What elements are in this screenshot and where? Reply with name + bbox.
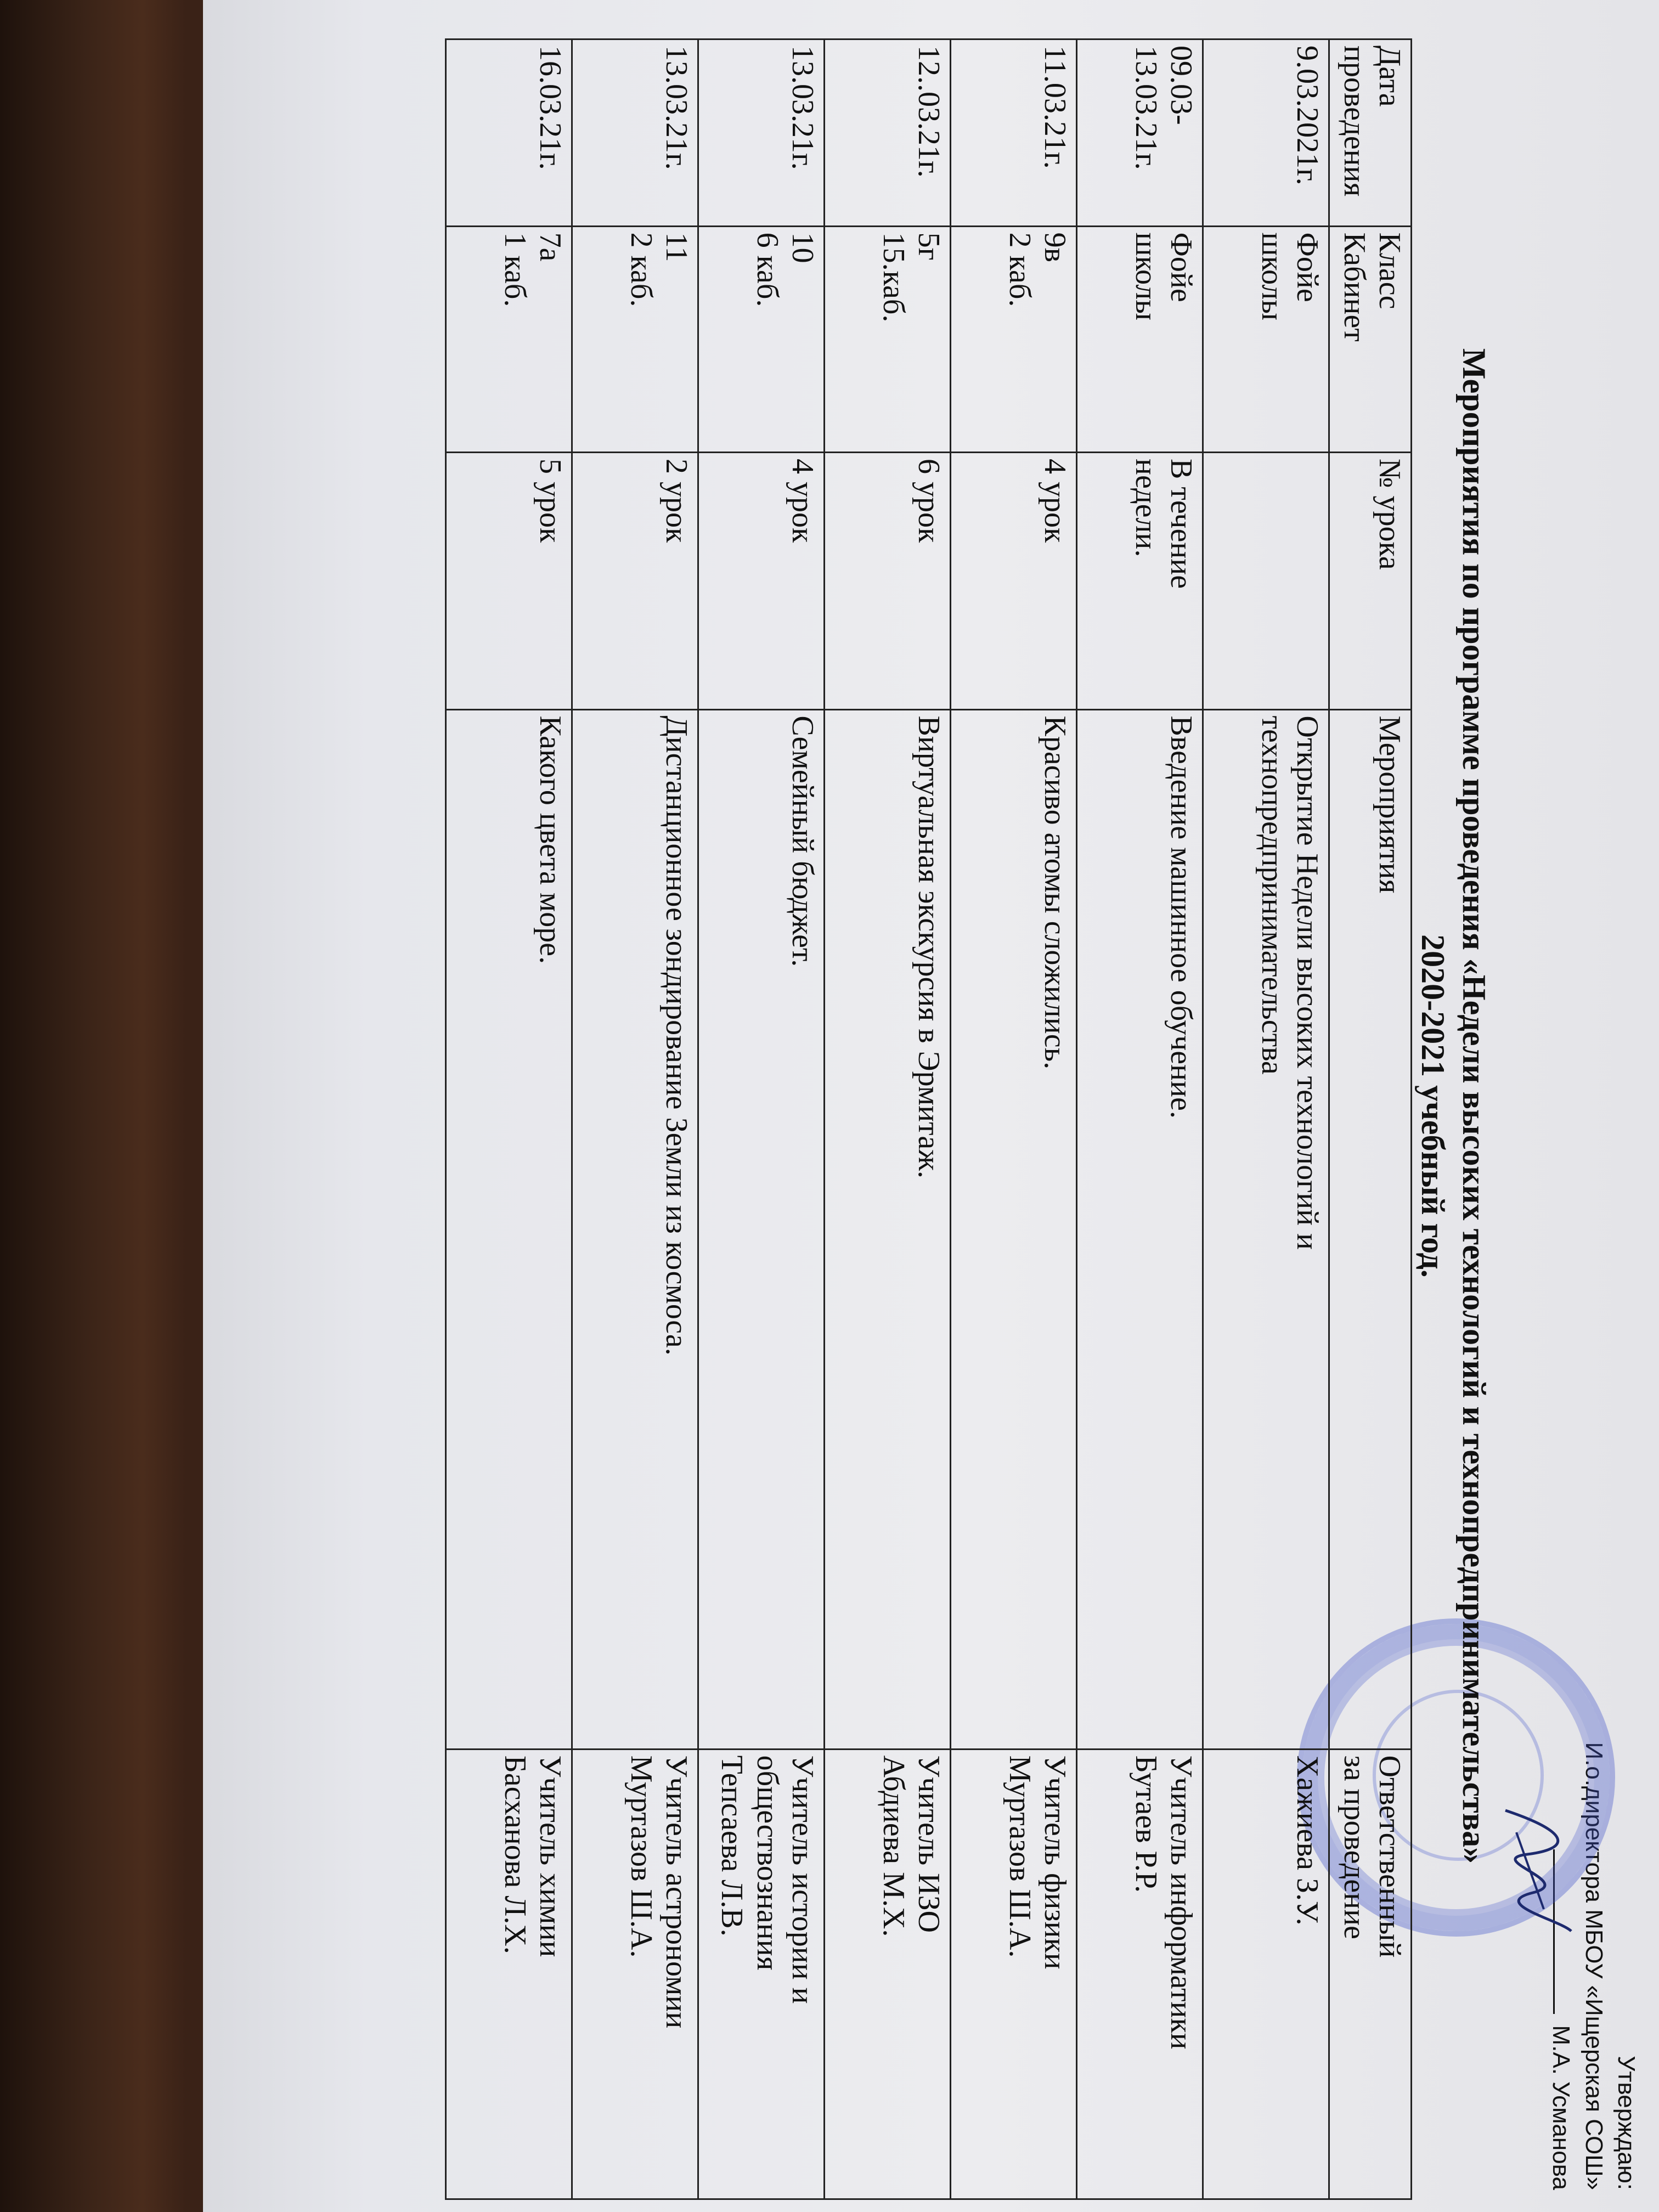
cell-date: 9.03.2021г. (1203, 40, 1329, 227)
signature-icon (1483, 1799, 1593, 1942)
header-lesson: № урока (1329, 453, 1412, 710)
cell-event: Открытие Недели высоких технологий и технопредпринимательства (1203, 709, 1329, 1749)
cell-class: 11 2 каб. (572, 226, 698, 452)
table-row (572, 40, 698, 2199)
cell-responsible: Учитель информатики Бутаев Р.Р. (1077, 1749, 1203, 2199)
cell-responsible: Учитель химии Басханова Л.Х. (446, 1749, 572, 2199)
cell-class: Фойе школы (1203, 226, 1329, 452)
cell-lesson: 4 урок (698, 453, 825, 710)
cell-event: Какого цвета море. (446, 709, 572, 1749)
table-row (951, 40, 1077, 2199)
approval-position: И.о.директора МБОУ «Ищерская СОШ» (1580, 1742, 1607, 2190)
document-page (203, 0, 1659, 2212)
cell-lesson (1203, 453, 1329, 710)
title-line-1: Мероприятия по программе проведения «Недели высоких технологий и технопредпринимательства» (1456, 348, 1492, 1864)
cell-event: Красиво атомы сложились. (951, 709, 1077, 1749)
cell-event: Введение машинное обучение. (1077, 709, 1203, 1749)
cell-responsible: Учитель астрономии Муртазов Ш.А. (572, 1749, 698, 2199)
table-row (446, 40, 572, 2199)
cell-responsible: Учитель ИЗО Абдиева М.Х. (825, 1749, 951, 2199)
approval-label: Утверждаю: (1613, 2056, 1640, 2190)
cell-date: 12..03.21г. (825, 40, 951, 227)
approval-name: М.А. Усманова (1548, 2025, 1575, 2190)
table-header-row (1329, 40, 1412, 2199)
header-event: Мероприятия (1329, 709, 1412, 1749)
cell-lesson: 4 урок (951, 453, 1077, 710)
table-row (825, 40, 951, 2199)
title-line-2: 2020-2021 учебный год. (1415, 934, 1451, 1278)
cell-class: 10 6 каб. (698, 226, 825, 452)
cell-event: Виртуальная экскурсия в Эрмитаж. (825, 709, 951, 1749)
cell-responsible: Учитель физики Муртазов Ш.А. (951, 1749, 1077, 2199)
cell-lesson: 2 урок (572, 453, 698, 710)
cell-date: 11.03.21г. (951, 40, 1077, 227)
events-table (445, 38, 1412, 2200)
cell-class: Фойе школы (1077, 226, 1203, 452)
cell-class: 7а 1 каб. (446, 226, 572, 452)
cell-lesson: 5 урок (446, 453, 572, 710)
header-date: Дата проведения (1329, 40, 1412, 227)
paper-sheet (203, 0, 1659, 2212)
table-row (1203, 40, 1329, 2199)
cell-date: 13.03.21г. (572, 40, 698, 227)
cell-event: Дистанционное зондирование Земли из космоса. (572, 709, 698, 1749)
cell-class: 5г 15.каб. (825, 226, 951, 452)
header-class: Класс Кабинет (1329, 226, 1412, 452)
header-responsible: Ответственный за проведение (1329, 1749, 1412, 2199)
cell-responsible: Хажиева З.У. (1203, 1749, 1329, 2199)
cell-date: 13.03.21г. (698, 40, 825, 227)
table-row (1077, 40, 1203, 2199)
cell-lesson: 6 урок (825, 453, 951, 710)
cell-date: 16.03.21г. (446, 40, 572, 227)
cell-class: 9в 2 каб. (951, 226, 1077, 452)
cell-date: 09.03- 13.03.21г. (1077, 40, 1203, 227)
cell-lesson: В течение недели. (1077, 453, 1203, 710)
cell-event: Семейный бюджет. (698, 709, 825, 1749)
cell-responsible: Учитель истории и обществознания Тепсаева Л.В. (698, 1749, 825, 2199)
table-row (698, 40, 825, 2199)
document-title (1412, 0, 1494, 2212)
